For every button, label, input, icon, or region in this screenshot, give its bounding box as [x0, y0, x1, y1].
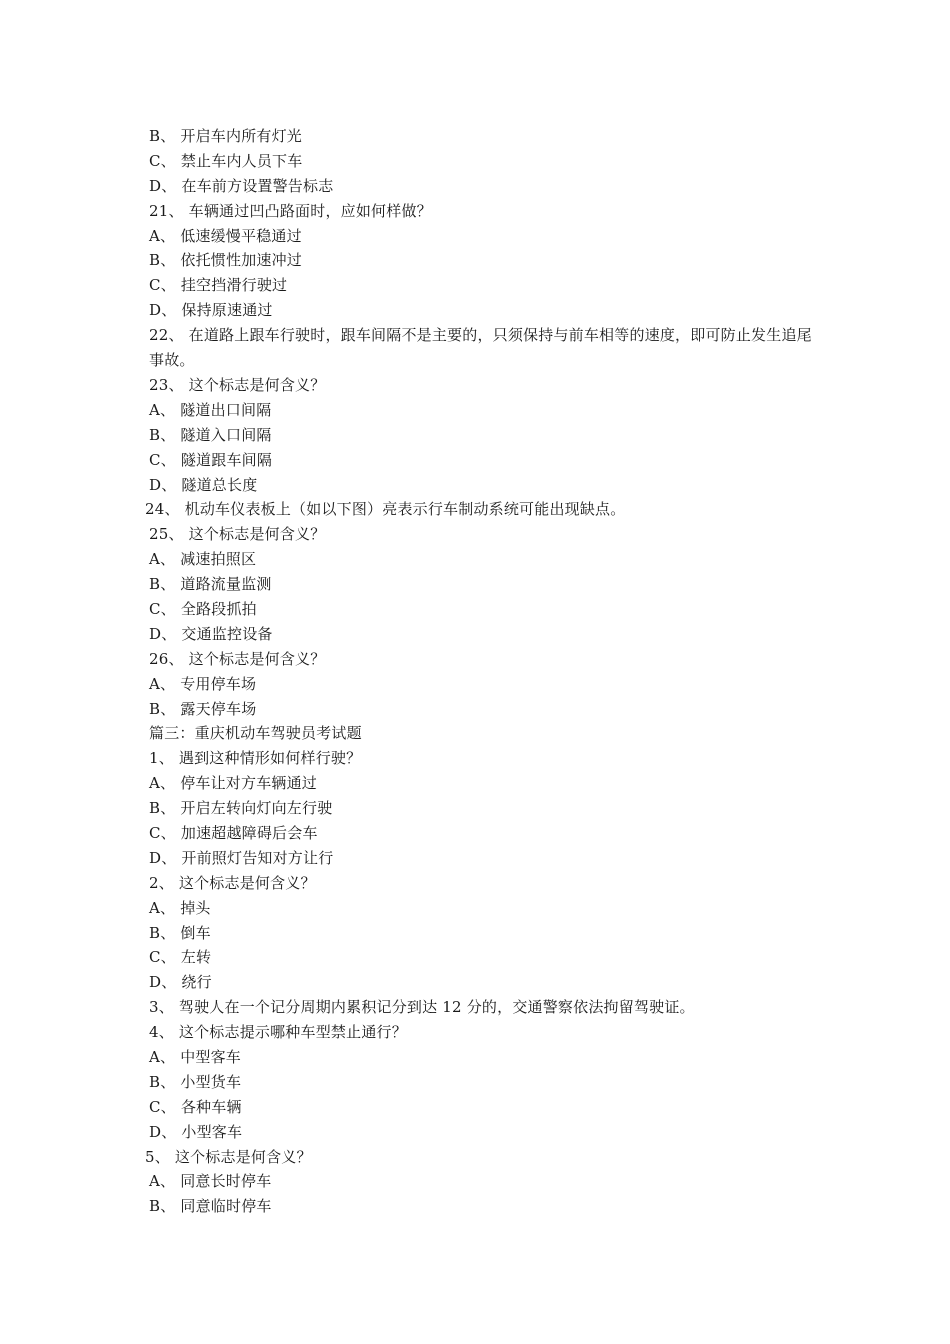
option-line: B、 道路流量监测 [149, 575, 272, 594]
option-line: A、 隧道出口间隔 [149, 400, 272, 419]
option-line: B、 小型货车 [149, 1072, 242, 1091]
question-line: 24、 机动车仪表板上（如以下图）亮表示行车制动系统可能出现缺点。 [145, 500, 626, 519]
option-line: D、 绕行 [149, 973, 212, 992]
option-line: C、 隧道跟车间隔 [149, 450, 273, 469]
option-line: D、 小型客车 [149, 1122, 243, 1141]
option-line: B、 露天停车场 [149, 699, 257, 718]
question-line: 22、 在道路上跟车行驶时，跟车间隔不是主要的，只须保持与前车相等的速度，即可防止发生追尾事故。 [149, 326, 812, 370]
option-line: D、 交通监控设备 [149, 624, 273, 643]
section-heading: 篇三：重庆机动车驾驶员考试题 [149, 724, 362, 743]
option-line: D、 在车前方设置警告标志 [149, 176, 334, 195]
option-line: A、 低速缓慢平稳通过 [149, 226, 302, 245]
option-line: B、 开启车内所有灯光 [149, 127, 302, 145]
option-line: A、 减速拍照区 [149, 550, 257, 569]
question-line: 4、 这个标志提示哪种车型禁止通行？ [149, 1023, 407, 1042]
document-page [145, 124, 825, 1219]
option-line: A、 中型客车 [149, 1047, 242, 1066]
question-line: 25、 这个标志是何含义？ [149, 525, 326, 544]
option-line: C、 左转 [149, 948, 212, 967]
option-line: C、 禁止车内人员下车 [149, 151, 303, 170]
question-line: 23、 这个标志是何含义？ [149, 375, 326, 394]
option-line: D、 隧道总长度 [149, 475, 258, 494]
option-line: A、 专用停车场 [149, 674, 257, 693]
option-line: B、 同意临时停车 [149, 1197, 272, 1216]
option-line: C、 各种车辆 [149, 1097, 242, 1116]
option-line: B、 隧道入口间隔 [149, 425, 272, 444]
option-line: D、 开前照灯告知对方让行 [149, 848, 334, 867]
question-line: 1、 遇到这种情形如何样行驶？ [149, 749, 362, 768]
question-line: 5、 这个标志是何含义？ [145, 1147, 312, 1166]
option-line: C、 全路段抓拍 [149, 599, 257, 618]
option-line: A、 停车让对方车辆通过 [149, 774, 318, 793]
option-line: C、 挂空挡滑行驶过 [149, 276, 288, 295]
option-line: A、 同意长时停车 [149, 1172, 272, 1191]
option-line: C、 加速超越障碍后会车 [149, 823, 318, 842]
option-line: A、 掉头 [149, 898, 211, 917]
question-line: 2、 这个标志是何含义？ [149, 873, 316, 892]
option-line: B、 开启左转向灯向左行驶 [149, 799, 333, 818]
option-line: B、 倒车 [149, 923, 211, 942]
question-line: 26、 这个标志是何含义？ [149, 649, 326, 668]
option-line: D、 保持原速通过 [149, 301, 273, 320]
question-line: 3、 驾驶人在一个记分周期内累积记分到达 12 分的，交通警察依法拘留驾驶证。 [149, 998, 695, 1017]
question-line: 21、 车辆通过凹凸路面时，应如何样做？ [149, 201, 432, 220]
option-line: B、 依托惯性加速冲过 [149, 251, 302, 270]
